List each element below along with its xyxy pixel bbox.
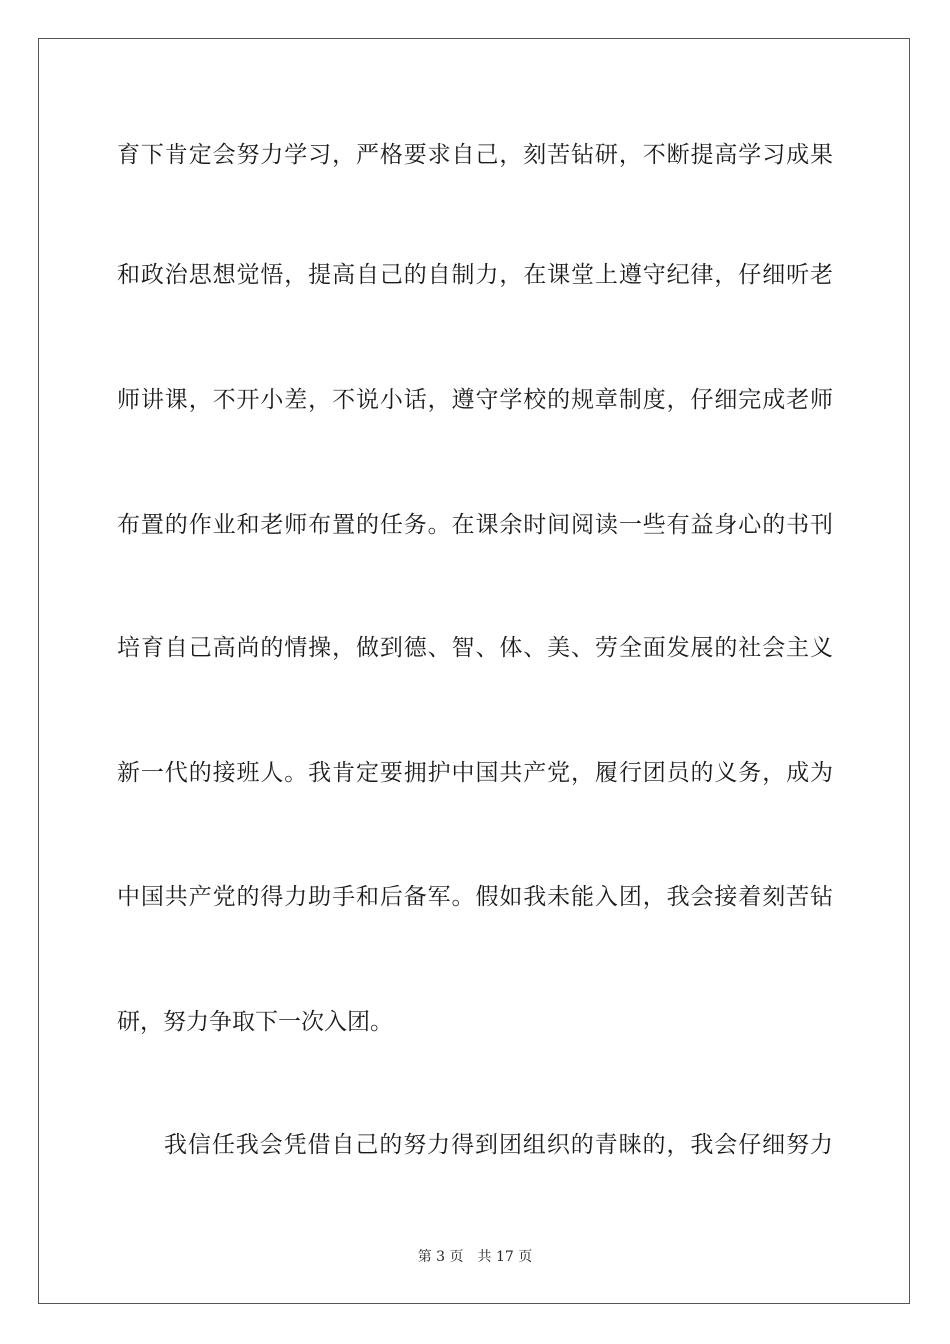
body-text-line-3: 师讲课，不开小差，不说小话，遵守学校的规章制度，仔细完成老师 — [117, 387, 833, 413]
body-text-line-8: 研，努力争取下一次入团。 — [117, 1009, 393, 1035]
page-total: 共 17 页 — [477, 1249, 533, 1265]
body-text-line-2: 和政治思想觉悟，提高自己的自制力，在课堂上遵守纪律，仔细听老 — [117, 262, 833, 288]
page-footer — [0, 1248, 950, 1266]
page-number: 第 3 页 — [417, 1249, 464, 1265]
body-text-line-4: 布置的作业和老师布置的任务。在课余时间阅读一些有益身心的书刊 — [117, 512, 833, 538]
body-text-line-5: 培育自己高尚的情操，做到德、智、体、美、劳全面发展的社会主义 — [117, 635, 833, 661]
body-text-line-6: 新一代的接班人。我肯定要拥护中国共产党，履行团员的义务，成为 — [117, 760, 833, 786]
page-border — [38, 38, 910, 1304]
body-text-line-7: 中国共产党的得力助手和后备军。假如我未能入团，我会接着刻苦钻 — [117, 884, 833, 910]
body-text-line-1: 育下肯定会努力学习，严格要求自己，刻苦钻研，不断提高学习成果 — [117, 142, 833, 168]
paragraph-start-line: 我信任我会凭借自己的努力得到团组织的青睐的，我会仔细努力 — [164, 1132, 833, 1158]
